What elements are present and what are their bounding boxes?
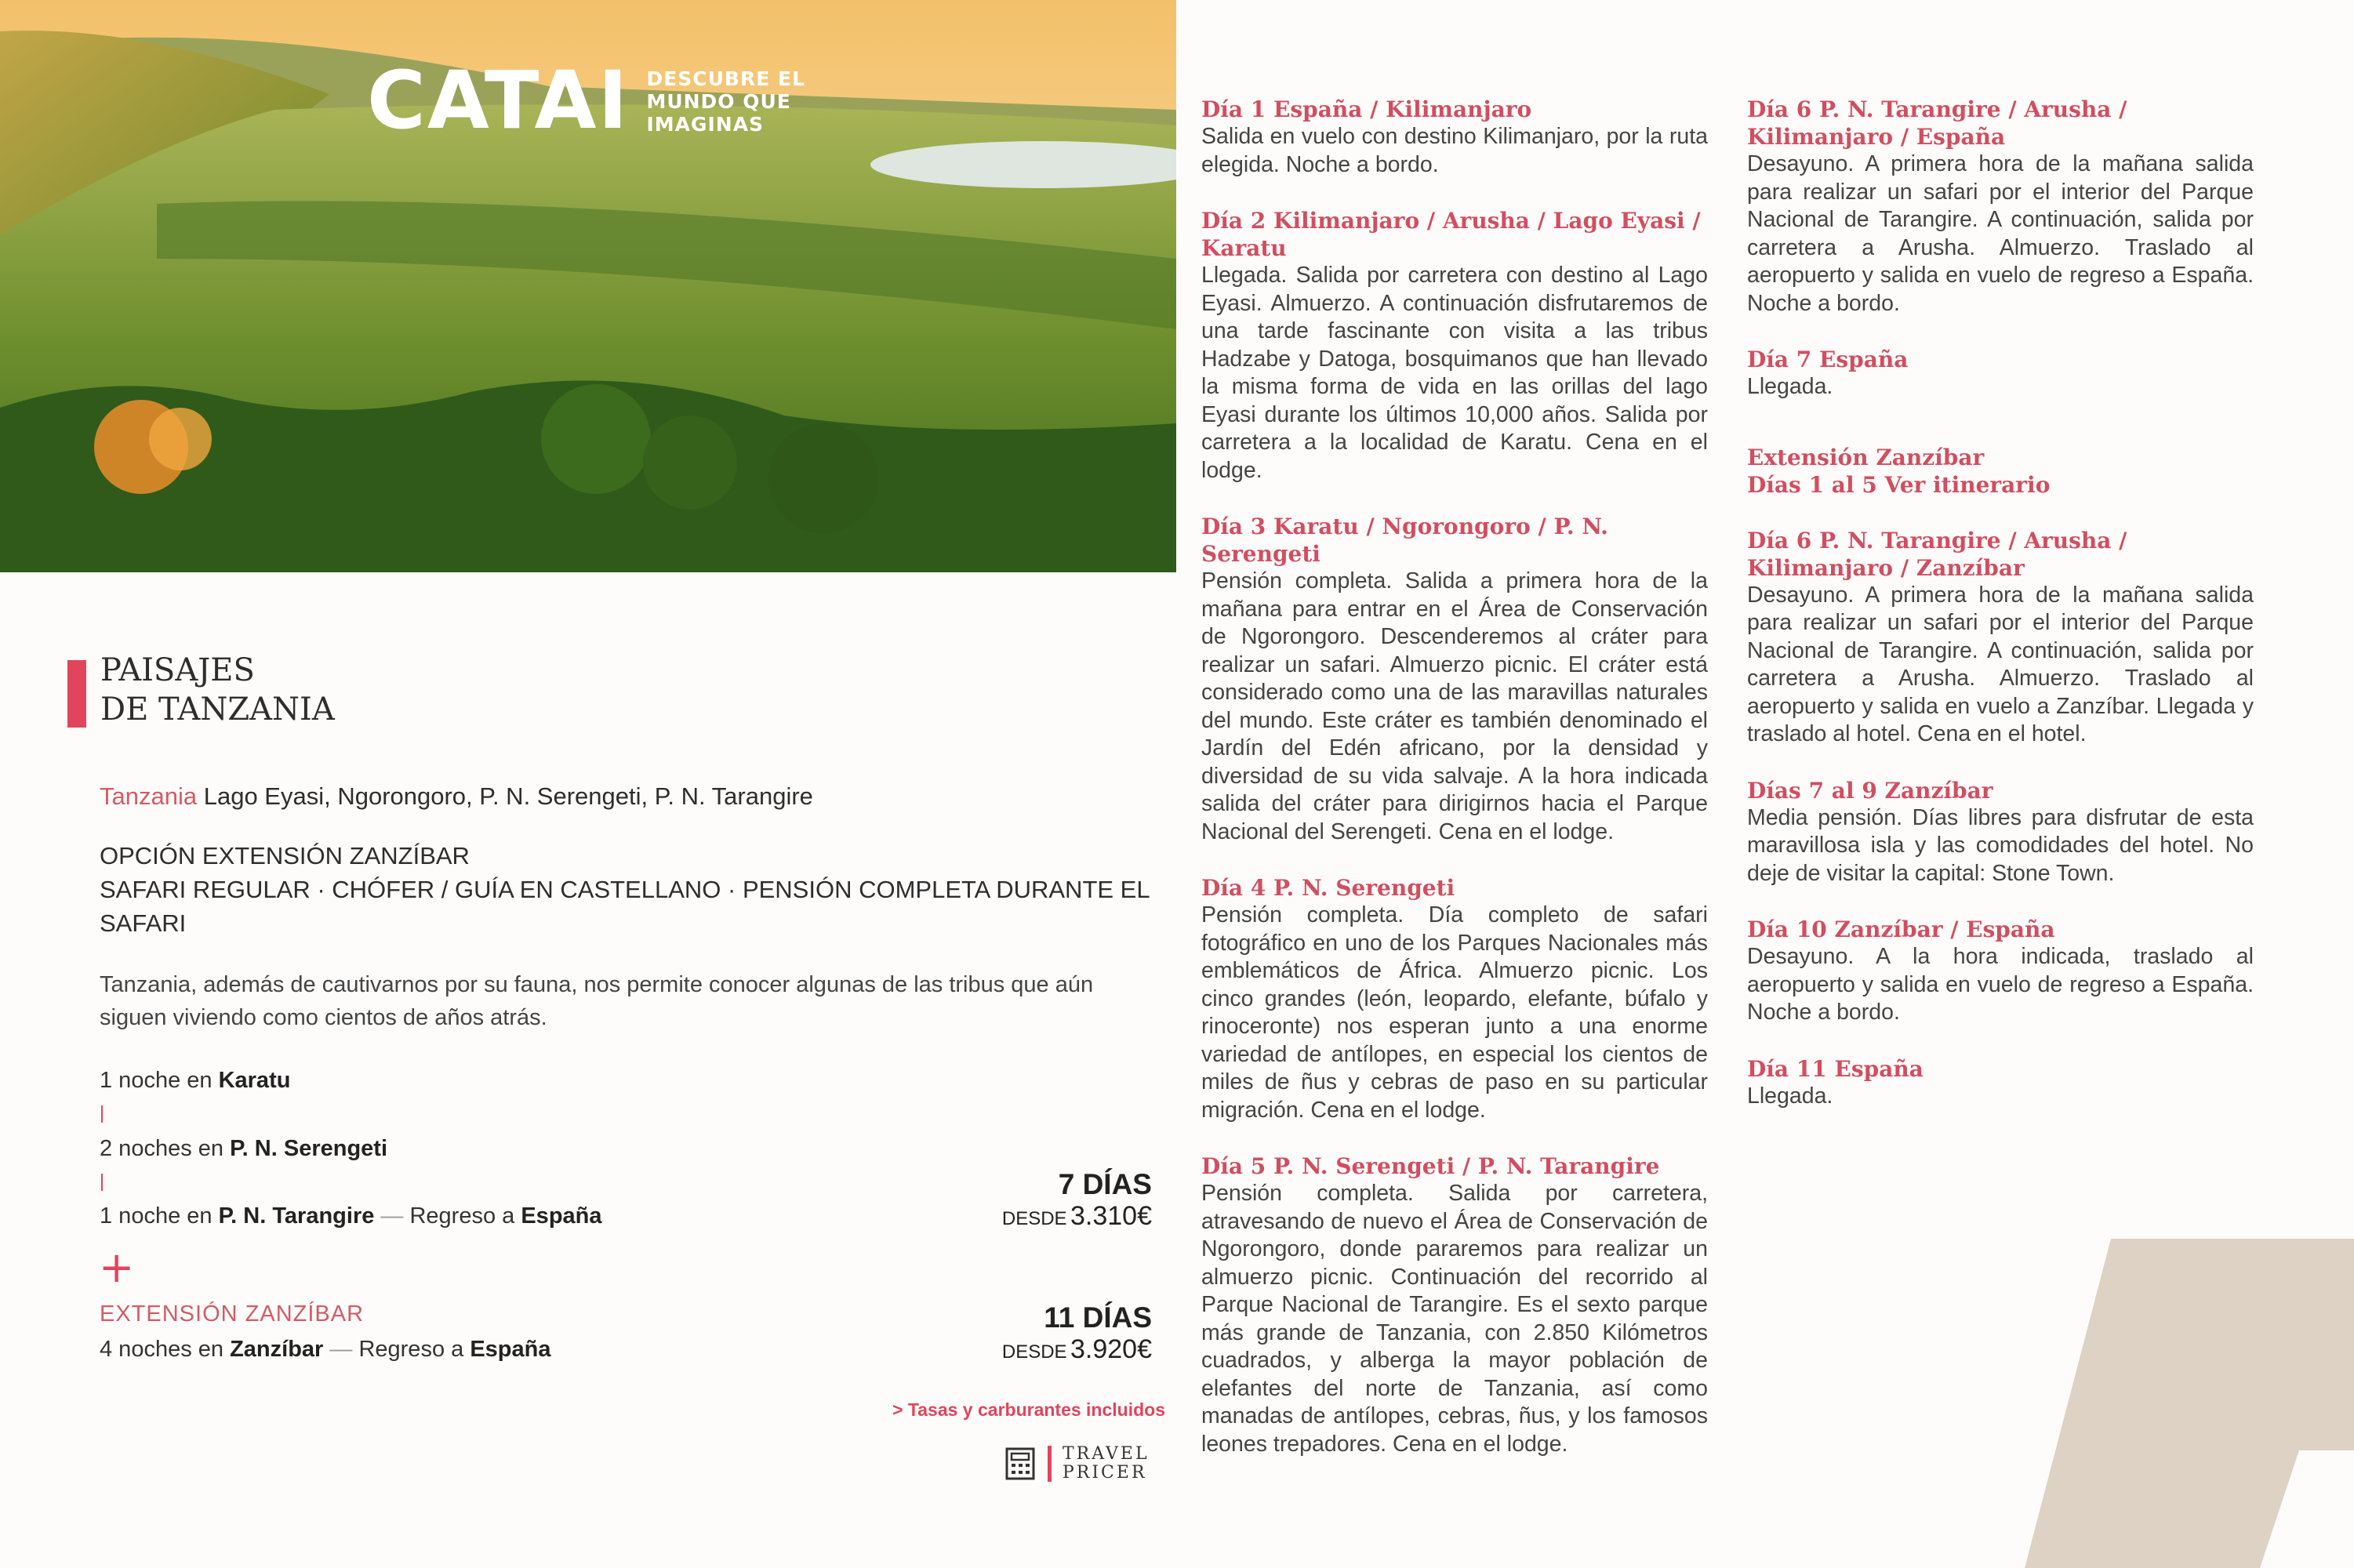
- itinerary-day: [1747, 444, 2254, 499]
- itinerary-day: [1201, 207, 1708, 485]
- itinerary-day-text: Llegada.: [1747, 374, 1833, 399]
- itinerary-day: [1747, 916, 2254, 1027]
- trip-options: [100, 839, 1166, 940]
- intro-text: Tanzania, además de cautivarnos por su fauna, nos permite conocer algunas de las tribus que aún siguen viviendo como cientos de años atrás.: [100, 972, 1094, 1030]
- destination-country: Tanzania: [100, 782, 198, 810]
- itinerary-day-heading: Días 7 al 9 Zanzíbar: [1747, 777, 1993, 804]
- calculator-icon: [1005, 1447, 1035, 1480]
- page-title: PAISAJES DE TANZANIA: [100, 652, 335, 728]
- itinerary-day: [1747, 1055, 2254, 1111]
- stay-item: 1 noche en P. N. Tarangire — Regreso a España: [100, 1203, 602, 1229]
- destination-places: Lago Eyasi, Ngorongoro, P. N. Serengeti, P. N. Tarangire: [203, 782, 813, 810]
- itinerary-day-heading: Día 1 España / Kilimanjaro: [1201, 96, 1532, 122]
- price-11-days: 11 DÍAS DESDE 3.920€: [1001, 1301, 1152, 1364]
- itinerary-day-text: Pensión completa. Salida por carretera, atravesando de nuevo el Área de Conservación de Ngorongoro, donde pararemos para realizar un almuerzo picnic. Continuación del recorrido al Parque Nacional de Tarangire. Es el sexto parque más grande de Tanzania, con 2.850 Kilómetros cuadrados, y alberga la mayor población de elefantes del norte de Tanzania, así como manadas de antílopes, cebras, ñus, y los famosos leones trepadores. Cena en el lodge.: [1201, 1181, 1708, 1457]
- taxes-note-link[interactable]: > Tasas y carburantes incluidos: [892, 1399, 1165, 1420]
- plus-icon: +: [99, 1243, 135, 1292]
- extension-stay: 4 noches en Zanzíbar — Regreso a España: [100, 1337, 551, 1362]
- brand-name: CATAI: [367, 54, 630, 147]
- itinerary-day: [1201, 874, 1708, 1124]
- itinerary-day-text: Desayuno. A primera hora de la mañana salida para realizar un safari por el interior del Parque Nacional de Tarangire. A continuación, salida por carretera a Arusha. Almuerzo. Traslado al aeropuerto y salida en vuelo de regreso a España. Noche a bordo.: [1747, 151, 2254, 316]
- itinerary-day-text: Salida en vuelo con destino Kilimanjaro, por la ruta elegida. Noche a bordo.: [1201, 124, 1708, 177]
- itinerary-day: [1201, 513, 1708, 846]
- option-details: SAFARI REGULAR · CHÓFER / GUÍA EN CASTELLANO · PENSIÓN COMPLETA DURANTE EL SAFARI: [100, 876, 1150, 937]
- price-7-days: 7 DÍAS DESDE 3.310€: [1001, 1168, 1152, 1231]
- decorative-corner-shape: [2025, 1239, 2354, 1568]
- itinerary-day-text: Llegada. Salida por carretera con destino al Lago Eyasi. Almuerzo. A continuación disfrutaremos de una tarde fascinante con visita a las tribus Hadzabe y Datoga, bosquimanos que han llevado la misma forma de vida en las orillas del lago Eyasi durante los últimos 10,000 años. Salida por carretera a la localidad de Karatu. Cena en el lodge.: [1201, 263, 1708, 483]
- itinerary-day-heading: Día 6 P. N. Tarangire / Arusha / Kilimanjaro / España: [1747, 96, 2127, 150]
- destination-line: [100, 782, 813, 811]
- itinerary-day-text: Pensión completa. Día completo de safari fotográfico en uno de los Parques Nacionales más emblemáticos de África. Almuerzo picnic. Los cinco grandes (león, leopardo, elefante, búfalo y rinoceronte) nos esperan junto a una enorme variedad de antílopes, en especial los cientos de miles de ñus y cebras de paso en su particular migración. Cena en el lodge.: [1201, 902, 1708, 1123]
- route-divider: [101, 1105, 103, 1123]
- itinerary-column-2: [1747, 96, 2254, 1138]
- itinerary-day: [1747, 777, 2254, 888]
- route-divider: [101, 1174, 103, 1191]
- itinerary-day-heading: Día 7 España: [1747, 347, 1909, 372]
- itinerary-day-heading: Día 2 Kilimanjaro / Arusha / Lago Eyasi / Karatu: [1201, 208, 1701, 261]
- itinerary-day-text: Desayuno. A primera hora de la mañana salida para realizar un safari por el interior del Parque Nacional de Tarangire. A continuación, salida por carretera a Arusha. Almuerzo. Traslado al aeropuerto y salida en vuelo a Zanzíbar. Llegada y traslado al hotel. Cena en el hotel.: [1747, 582, 2254, 746]
- itinerary-day-heading: Día 4 P. N. Serengeti: [1201, 875, 1455, 901]
- itinerary-day-text: Media pensión. Días libres para disfrutar de esta maravillosa isla y las comodidades del hotel. No deje de visitar la capital: Stone Town.: [1747, 804, 2254, 886]
- itinerary-day-heading: Día 3 Karatu / Ngorongoro / P. N. Serengeti: [1201, 514, 1608, 567]
- itinerary-day: [1201, 1152, 1708, 1458]
- travel-pricer-logo[interactable]: TRAVEL PRICER: [1005, 1445, 1150, 1483]
- itinerary-column-1: [1201, 96, 1708, 1486]
- hero-image: [0, 0, 1176, 572]
- extension-label: EXTENSIÓN ZANZÍBAR: [100, 1301, 365, 1327]
- itinerary-day-heading: Día 11 España: [1747, 1055, 1924, 1082]
- itinerary-day: [1201, 96, 1708, 179]
- brand-tagline: DESCUBRE EL MUNDO QUE IMAGINAS: [646, 67, 806, 136]
- title-accent-bar: [67, 660, 86, 728]
- itinerary-day: [1747, 527, 2254, 749]
- stay-item: 1 noche en Karatu: [100, 1068, 291, 1093]
- itinerary-day: [1747, 346, 2254, 401]
- itinerary-day-heading: Día 5 P. N. Serengeti / P. N. Tarangire: [1201, 1153, 1660, 1179]
- itinerary-day-heading: Día 10 Zanzíbar / España: [1747, 916, 2055, 942]
- itinerary-day-text: Llegada.: [1747, 1083, 1833, 1109]
- itinerary-day-heading: Día 6 P. N. Tarangire / Arusha / Kilimanjaro / Zanzíbar: [1747, 527, 2127, 581]
- itinerary-day: [1747, 96, 2254, 318]
- itinerary-day-text: Desayuno. A la hora indicada, traslado al aeropuerto y salida en vuelo de regreso a España. Noche a bordo.: [1747, 944, 2254, 1025]
- itinerary-day-heading: Extensión Zanzíbar Días 1 al 5 Ver itinerario: [1747, 444, 2051, 498]
- option-extension: OPCIÓN EXTENSIÓN ZANZÍBAR: [100, 842, 470, 869]
- stay-item: 2 noches en P. N. Serengeti: [100, 1136, 388, 1161]
- itinerary-day-text: Pensión completa. Salida a primera hora de la mañana para entrar en el Área de Conservación de Ngorongoro. Descenderemos al cráter para realizar un safari. Almuerzo picnic. El cráter está considerado como una de las maravillas naturales del mundo. Este cráter es también denominado el Jardín del Edén africano, por la densidad y diversidad de su vida salvaje. A la hora indicada salida del cráter para dirigirnos hacia el Parque Nacional del Serengeti. Cena en el lodge.: [1201, 568, 1708, 844]
- brand-logo: [367, 54, 806, 147]
